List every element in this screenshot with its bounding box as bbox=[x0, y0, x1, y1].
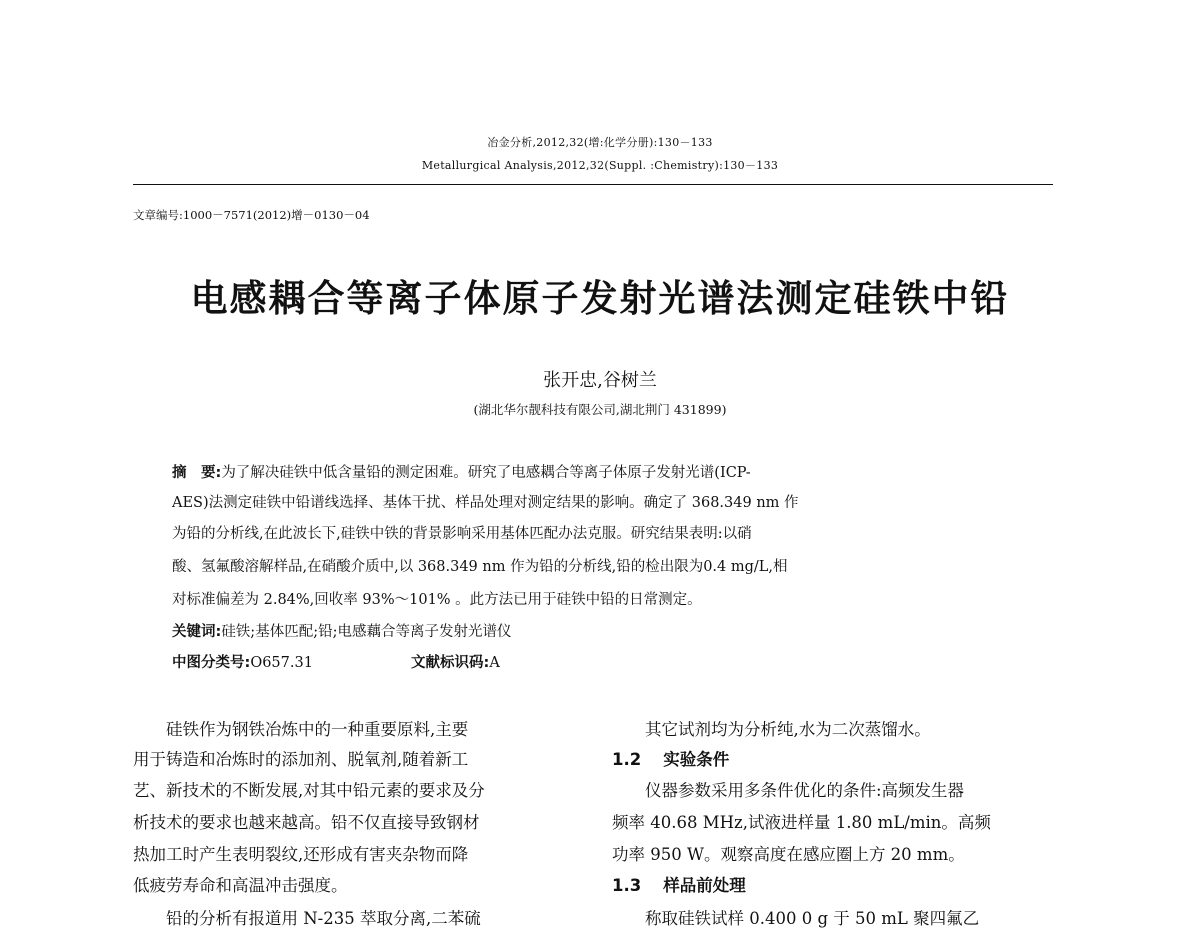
section-title: 样品前处理 bbox=[663, 876, 746, 895]
abstract-line: 酸、氢氟酸溶解样品,在硝酸介质中,以 368.349 nm 作为铅的分析线,铅的检出限为0.4 mg/L,相 bbox=[172, 559, 788, 575]
paper-title: 电感耦合等离子体原子发射光谱法测定硅铁中铅 bbox=[190, 277, 1010, 320]
journal-citation-cn: 冶金分析,2012,32(增:化学分册):130－133 bbox=[487, 136, 713, 149]
body-line-left: 低疲劳寿命和高温冲击强度。 bbox=[133, 876, 348, 895]
abstract-line-text: 为了解决硅铁中低含量铅的测定困难。研究了电感耦合等离子体原子发射光谱(ICP- bbox=[221, 465, 751, 481]
journal-citation-en: Metallurgical Analysis,2012,32(Suppl. :Chemistry):130－133 bbox=[421, 159, 779, 172]
body-line-left: 析技术的要求也越来越高。铅不仅直接导致钢材 bbox=[133, 813, 480, 832]
body-line-left: 用于铸造和冶炼时的添加剂、脱氧剂,随着新工 bbox=[133, 750, 469, 769]
document-code-label: 文献标识码: bbox=[411, 655, 490, 671]
affiliation: (湖北华尔靓科技有限公司,湖北荆门 431899) bbox=[473, 402, 727, 417]
classification-value: O657.31 bbox=[250, 655, 313, 671]
keywords-text: 硅铁;基体匹配;铅;电感藕合等离子发射光谱仪 bbox=[221, 624, 512, 640]
authors: 张开忠,谷树兰 bbox=[543, 370, 657, 391]
document-code-line bbox=[411, 651, 500, 672]
body-line-right: 仪器参数采用多条件优化的条件:高频发生器 bbox=[612, 781, 965, 800]
classification-label: 中图分类号: bbox=[172, 655, 251, 671]
section-heading-1-3 bbox=[612, 872, 746, 896]
abstract-line: AES)法测定硅铁中铅谱线选择、基体干扰、样品处理对测定结果的影响。确定了 368.349 nm 作 bbox=[172, 495, 799, 511]
body-line-right: 频率 40.68 MHz,试液进样量 1.80 mL/min。高频 bbox=[612, 813, 991, 832]
document-code-value: A bbox=[489, 655, 500, 671]
body-line-left: 热加工时产生表明裂纹,还形成有害夹杂物而降 bbox=[133, 845, 469, 864]
body-line-right: 其它试剂均为分析纯,水为二次蒸馏水。 bbox=[612, 720, 931, 739]
keywords-line bbox=[172, 620, 511, 641]
section-title: 实验条件 bbox=[663, 750, 730, 769]
abstract-label: 摘 要: bbox=[172, 465, 222, 481]
classification-line bbox=[172, 651, 313, 672]
section-heading-1-2 bbox=[612, 746, 729, 770]
header-rule bbox=[133, 184, 1053, 185]
body-line-left: 艺、新技术的不断发展,对其中铅元素的要求及分 bbox=[133, 781, 485, 800]
body-line-left: 硅铁作为钢铁冶炼中的一种重要原料,主要 bbox=[133, 720, 469, 739]
abstract-line: 对标准偏差为 2.84%,回收率 93%～101% 。此方法已用于硅铁中铅的日常测定。 bbox=[172, 592, 702, 608]
abstract-line bbox=[172, 461, 751, 482]
section-number: 1.3 bbox=[612, 876, 642, 895]
keywords-label: 关键词: bbox=[172, 624, 222, 640]
body-line-left: 铅的分析有报道用 N-235 萃取分离,二苯硫 bbox=[133, 909, 481, 928]
section-number: 1.2 bbox=[612, 750, 642, 769]
article-number: 文章编号:1000－7571(2012)增－0130－04 bbox=[133, 208, 370, 222]
abstract-line: 为铅的分析线,在此波长下,硅铁中铁的背景影响采用基体匹配办法克服。研究结果表明:以硝 bbox=[172, 526, 752, 542]
body-line-right: 功率 950 W。观察高度在感应圈上方 20 mm。 bbox=[612, 845, 965, 864]
body-line-right: 称取硅铁试样 0.400 0 g 于 50 mL 聚四氟乙 bbox=[612, 909, 980, 928]
